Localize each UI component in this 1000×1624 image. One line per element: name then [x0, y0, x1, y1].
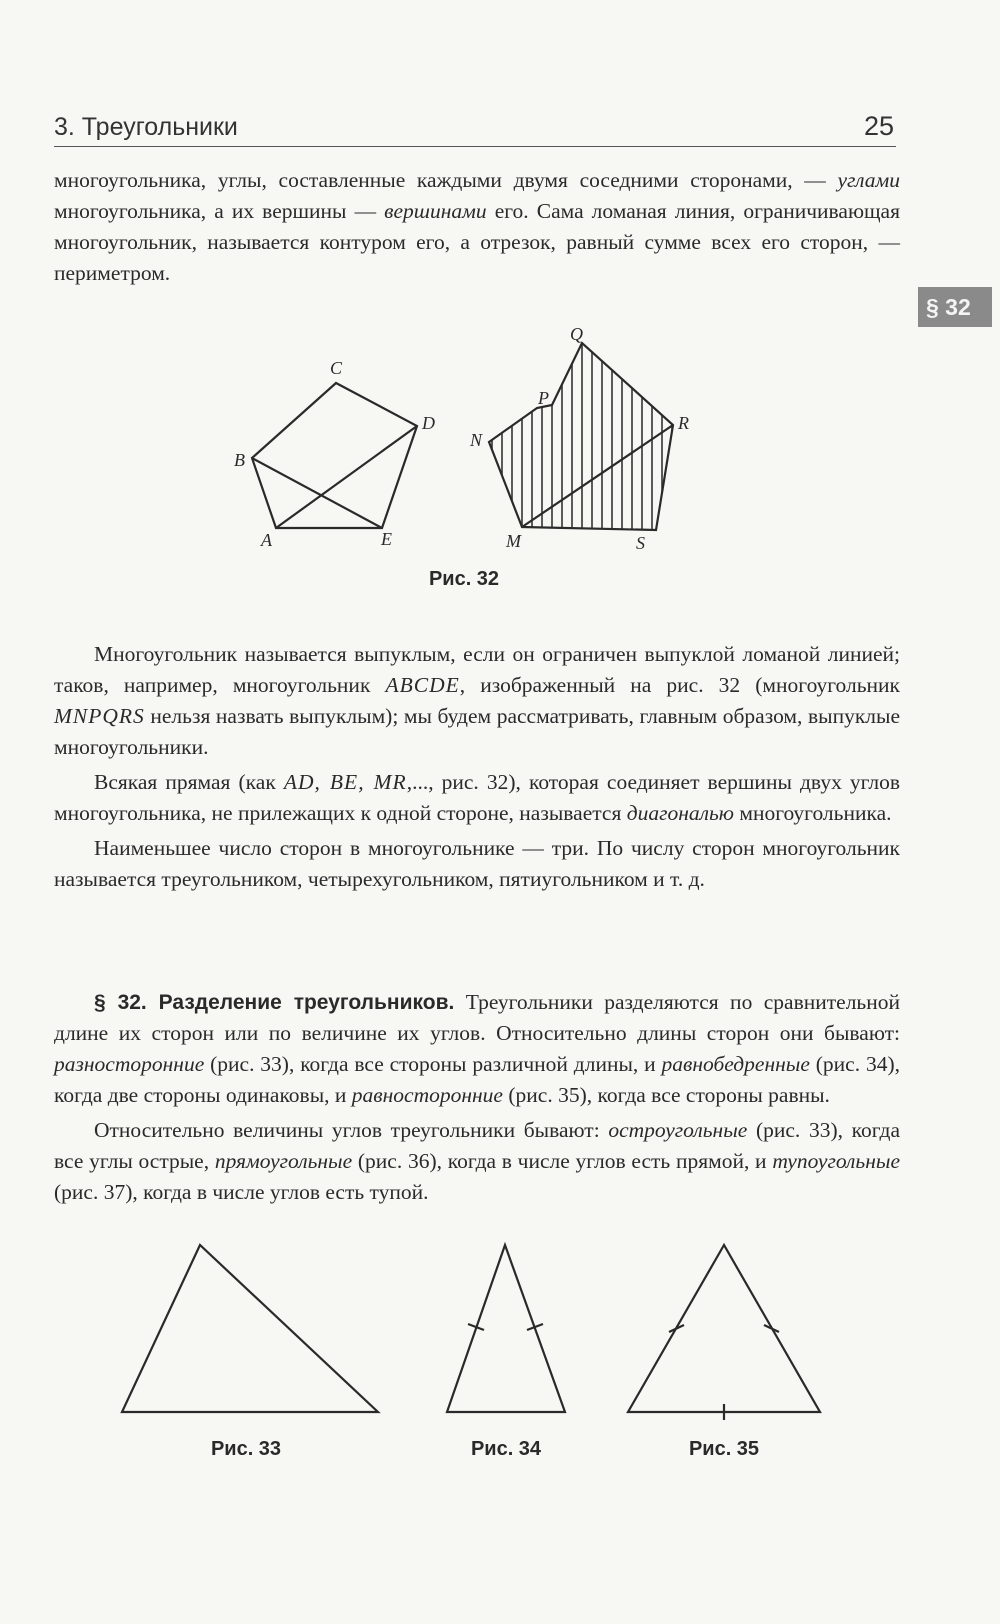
term-scalene: разносторонние [54, 1052, 205, 1076]
text-run: Всякая прямая (как [94, 770, 284, 794]
vertex-label-s: S [636, 533, 645, 553]
text-run: многоугольника. [733, 801, 892, 825]
polygon-outline [489, 343, 673, 530]
vertex-label-d: D [422, 413, 435, 433]
paragraph-sides: Наименьшее число сторон в многоугольнике — три. По числу сторон многоугольник называется треугольником, четырехугольником, пятиугольником и т. д. [54, 836, 900, 891]
pentagon-outline [252, 383, 417, 528]
text-run: (рис. 36), когда в числе углов есть прямой, и [352, 1149, 773, 1173]
section-heading: § 32. Разделение треугольников. [94, 991, 455, 1014]
polygon-mnpqrs [489, 343, 673, 530]
math-abcde: ABCDE [385, 673, 460, 697]
text-run: нельзя назвать выпуклым); мы будем рассматривать, главным образом, выпуклые многоугольники. [54, 704, 900, 759]
math-mnpqrs: MNPQRS [54, 704, 145, 728]
paragraph-angles [54, 1115, 900, 1208]
isosceles-triangle [447, 1245, 565, 1412]
term-right: прямоугольные [214, 1149, 353, 1173]
caption-fig-32: Рис. 32 [428, 568, 500, 590]
caption-fig-33: Рис. 33 [210, 1438, 282, 1460]
chapter-title: 3. Треугольники [54, 113, 238, 141]
diagonal-ad [276, 426, 417, 528]
text-block-2 [54, 639, 900, 895]
page-number: 25 [863, 111, 894, 141]
vertex-label-r: R [678, 413, 689, 433]
triangle-outline [628, 1245, 820, 1412]
term-isosceles: равнобедренные [661, 1052, 810, 1076]
text-run: его. Сама ломаная линия, ограничивающая многоугольник, называется контуром его, а отрезок, равный сумме всех его сторон, — периметром. [54, 199, 900, 285]
text-run: ,..., рис. 32), которая соединяет вершины двух углов многоугольника, не прилежащих к одной стороне, называется [54, 770, 900, 825]
text-block-3 [54, 987, 900, 1208]
term-equilateral: равносторонние [351, 1083, 503, 1107]
math-diagonals: AD, BE, MR [283, 770, 407, 794]
caption-fig-35: Рис. 35 [688, 1438, 760, 1460]
term-acute: остроугольные [608, 1118, 748, 1142]
text-run: многоугольника, углы, составленные каждыми двумя соседними сторонами, — [54, 168, 838, 192]
vertex-label-c: C [330, 358, 343, 378]
vertex-label-q: Q [570, 324, 583, 344]
text-run: (рис. 34), когда две стороны одинаковы, и [54, 1052, 900, 1107]
term-diagonal: диагональю [626, 801, 734, 825]
term-vertices: вершинами [384, 199, 487, 223]
vertex-label-m: M [506, 531, 521, 551]
text-run: Многоугольник называется выпуклым, если он ограничен выпуклой ломаной линией; таков, например, многоугольник [54, 642, 900, 697]
vertex-label-b: B [234, 450, 245, 470]
caption-fig-34: Рис. 34 [470, 1438, 542, 1460]
text-run: Относительно величины углов треугольники бывают: [94, 1118, 609, 1142]
paragraph-section-32 [54, 987, 900, 1111]
vertex-label-p: P [538, 388, 549, 408]
text-run: Треугольники разделяются по сравнительной длине их сторон или по величине их углов. Относительно длины сторон они бывают: [54, 990, 900, 1045]
vertex-label-e: E [381, 529, 392, 549]
text-run: (рис. 33), когда все стороны различной длины, и [204, 1052, 662, 1076]
text-run: многоугольника, а их вершины — [54, 199, 385, 223]
term-angles: углами [837, 168, 900, 192]
text-run: (рис. 35), когда все стороны равны. [502, 1083, 830, 1107]
section-tab: § 32 [918, 287, 992, 327]
text-run: (рис. 37), когда в числе углов есть тупой. [54, 1180, 429, 1204]
term-obtuse: тупоугольные [772, 1149, 900, 1173]
pentagon-abcde [252, 383, 417, 528]
paragraph-diagonal [54, 767, 900, 829]
triangle-outline [447, 1245, 565, 1412]
vertex-label-a: A [261, 530, 272, 550]
vertex-label-n: N [470, 430, 483, 450]
scalene-triangle [122, 1245, 378, 1412]
text-run: , изображенный на рис. 32 (многоугольник [459, 673, 900, 697]
equilateral-triangle [628, 1245, 820, 1420]
paragraph-convex [54, 639, 900, 763]
text-run: (рис. 33), когда все углы острые, [54, 1118, 900, 1173]
